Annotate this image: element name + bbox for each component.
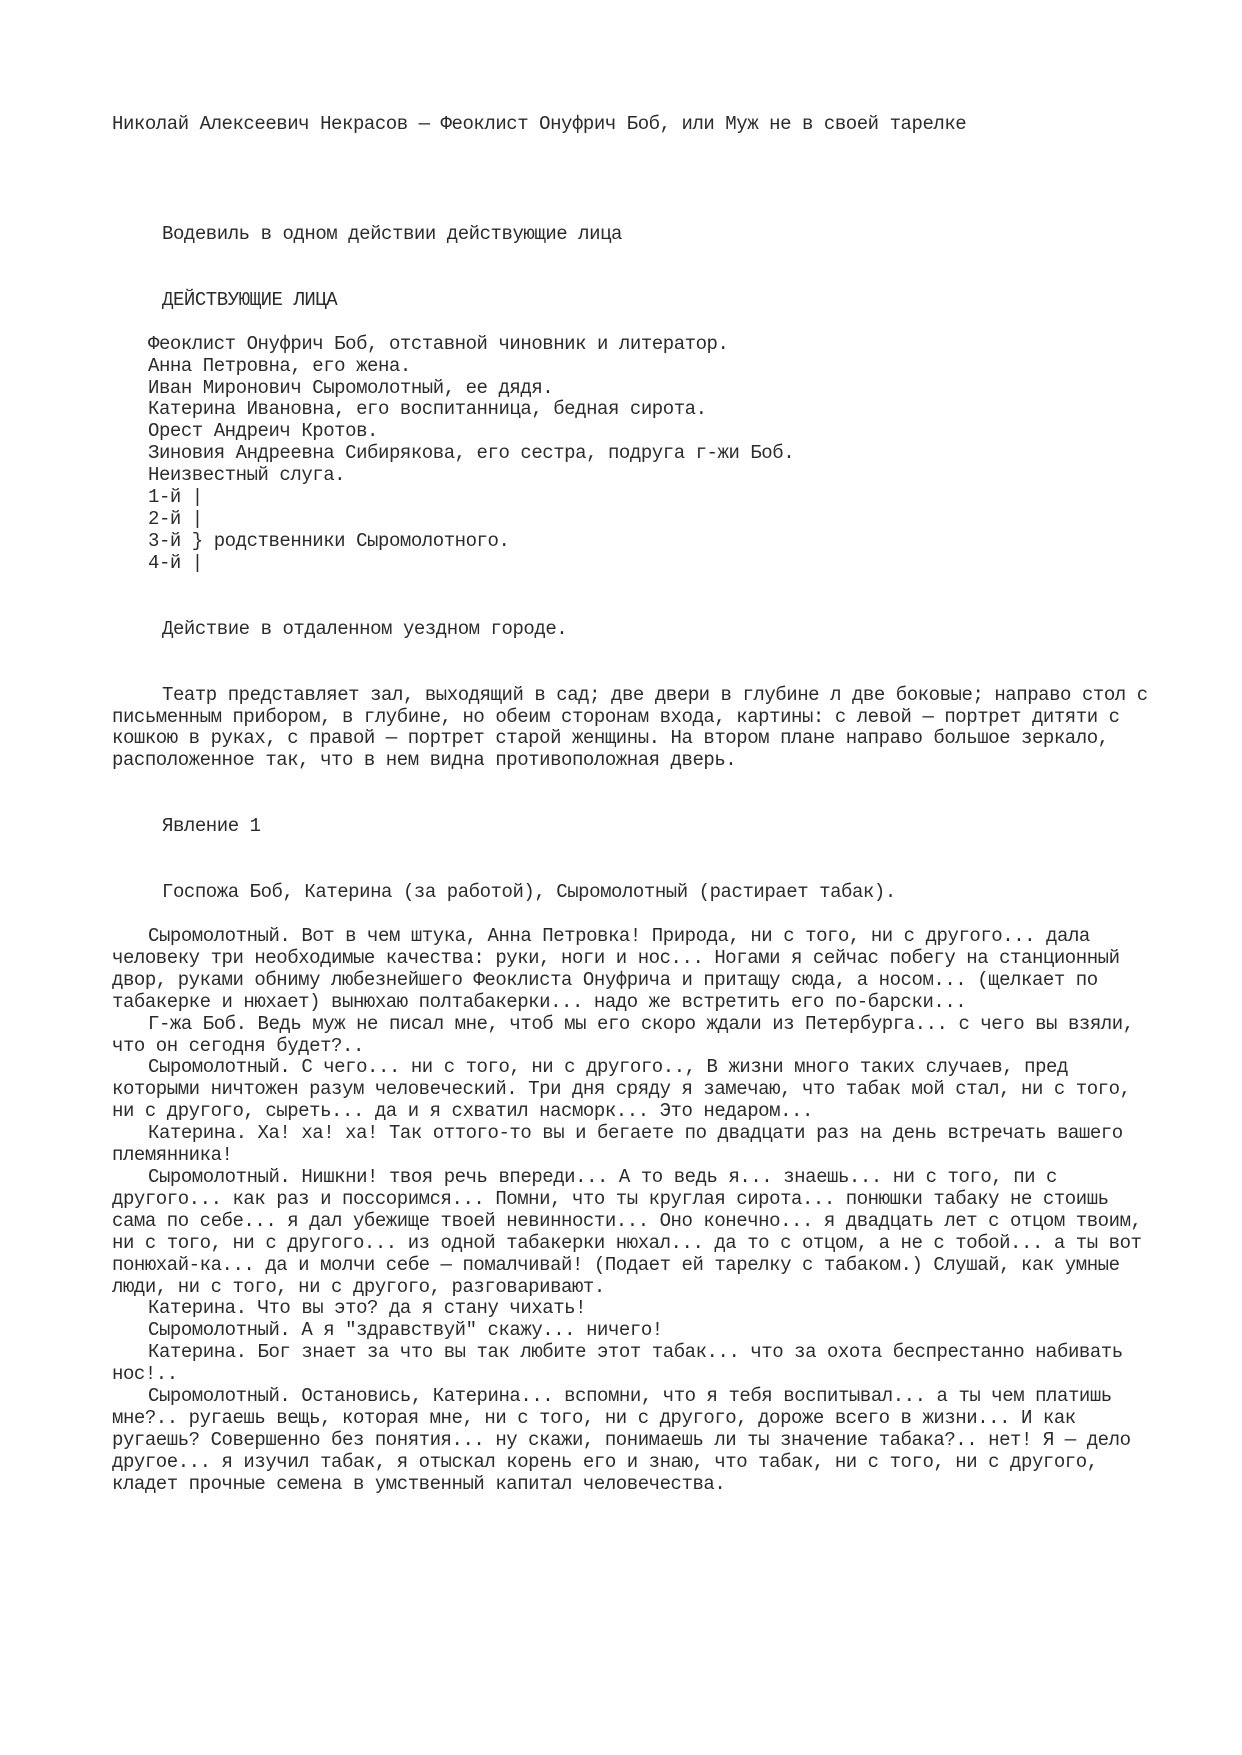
dialogue-line: Катерина. Бог знает за что вы так любите этот табак... что за охота беспрестанно набивать нос!.. [112,1341,1123,1386]
cast-item: Иван Миронович Сыромолотный, ее дядя. [148,376,554,399]
setting-line: Действие в отдаленном уездном городе. [162,617,568,640]
stage-description: Театр представляет зал, выходящий в сад; две двери в глубине л две боковые; направо стол с письменным прибором, в глубине, но обеим сторонам входа, картины: с левой — портрет дитяти с кошкою в руках, с правой — портрет старой женщины. На втором плане направо большое зеркало, расположенное так, что в нем видна противоположная дверь. [112,683,1148,772]
cast-item: 3-й } родственники Сыромолотного. [148,529,510,552]
dialogue-line: Сыромолотный. Нишкни! твоя речь впереди... А то ведь я... знаешь... ни с того, пи с другого... как раз и поссоримся... Помни, что ты круглая сирота... понюшки табаку не стоишь сама по себе... я дал убежище твоей невинности... Оно конечно... я двадцать лет с отцом твоим, ни с того, ни с другого... из одной табакерки нюхал... да то с отцом, а не с тобой... а ты вот понюхай-ка... да и молчи себе — помалчивай! (Подает ей тарелку с табаком.) Слушай, как умные люди, ни с того, ни с другого, разговаривают. [112,1166,1142,1298]
document-subtitle: Водевиль в одном действии действующие лица [162,222,622,245]
cast-heading: ДЕЙСТВУЮЩИЕ ЛИЦА [162,288,338,311]
dialogue [112,926,1152,1496]
cast-item: Катерина Ивановна, его воспитанница, бедная сирота. [148,398,707,421]
cast-item: 1-й | [148,486,203,509]
cast-list [112,334,1152,575]
spacer [112,575,1152,619]
cast-item: 2-й | [148,507,203,530]
dialogue-line: Сыромолотный. Вот в чем штука, Анна Петровка! Природа, ни с того, ни с другого... дала человеку три необходимые качества: руки, ноги и нос... Ногами я сейчас побегу на станционный двор, руками обниму любезнейшего Феоклиста Онуфрича и притащу сюда, а носом... (щелкает по табакерке и нюхает) вынюхаю полтабакерки... надо же встретить его по-барски... [112,925,1120,1013]
cast-item: Неизвестный слуга. [148,464,346,487]
dialogue-line: Катерина. Что вы это? да я стану чихать! [148,1297,587,1320]
spacer [112,838,1152,882]
scene-heading: Явление 1 [162,815,261,838]
dialogue-line: Сыромолотный. С чего... ни с того, ни с другого.., В жизни много таких случаев, пред которыми ничтожен разум человеческий. Три дня сряду я замечаю, что табак мой стал, ни с того, ни с другого, сыреть... да и я схватил насморк... Это недаром... [112,1056,1131,1123]
cast-item: Зиновия Андреевна Сибирякова, его сестра, подруга г-жи Боб. [148,442,795,465]
document-title: Николай Алексеевич Некрасов — Феоклист Онуфрич Боб, или Муж не в своей тарелке [112,113,967,135]
spacer [112,772,1152,816]
cast-item: Анна Петровна, его жена. [148,354,411,377]
dialogue-line: Сыромолотный. А я "здравствуй" скажу... ничего! [148,1319,663,1342]
spacer [112,136,1152,224]
spacer [112,312,1152,334]
cast-item: Орест Андреич Кротов. [148,420,378,443]
dialogue-line: Г-жа Боб. Ведь муж не писал мне, чтоб мы его скоро ждали из Петербурга... с чего вы взяли, что он сегодня будет?.. [112,1012,1134,1057]
dialogue-line: Катерина. Ха! ха! ха! Так оттого-то вы и бегаете по двадцати раз на день встречать вашего племянника! [112,1122,1123,1167]
cast-item: 4-й | [148,551,203,574]
spacer [112,641,1152,685]
dialogue-line: Сыромолотный. Остановись, Катерина... вспомни, что я тебя воспитывал... а ты чем платишь мне?.. ругаешь вещь, которая мне, ни с того, ни с другого, дороже всего в жизни... И как ругаешь? Совершенно без понятия... ну скажи, понимаешь ли ты значение табака?.. нет! Я — дело другое... я изучил табак, я отыскал корень его и знаю, что табак, ни с того, ни с другого, кладет прочные семена в умственный капитал человечества. [112,1385,1131,1495]
cast-item: Феоклист Онуфрич Боб, отставной чиновник и литератор. [148,332,729,355]
document-page [112,114,1152,1496]
spacer [112,904,1152,926]
spacer [112,246,1152,290]
scene-intro: Госпожа Боб, Катерина (за работой), Сыромолотный (растирает табак). [162,881,896,904]
